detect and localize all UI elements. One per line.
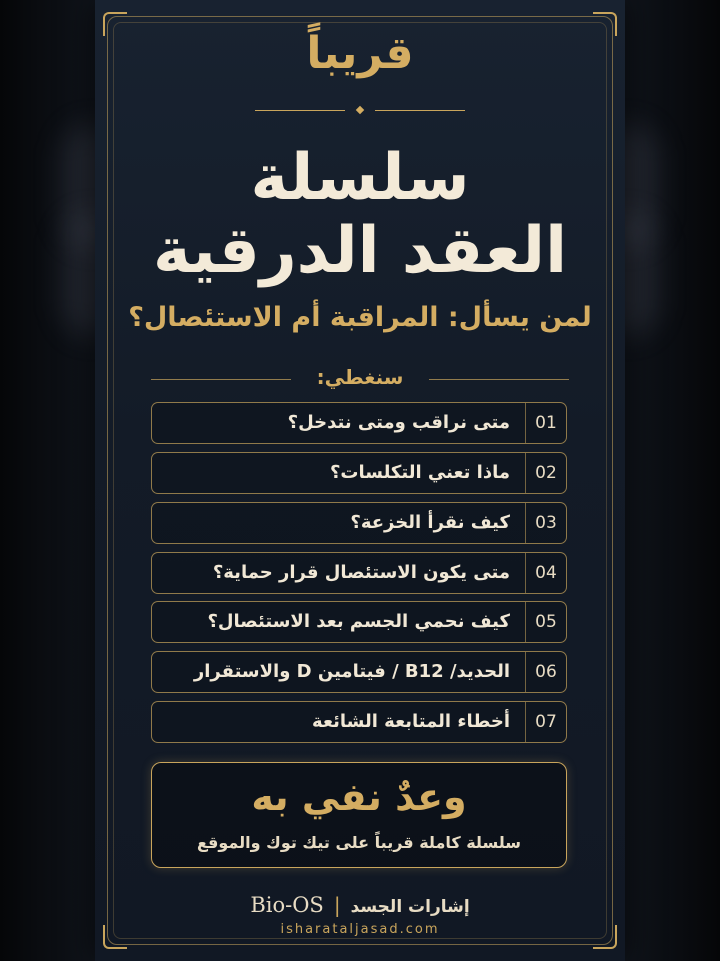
footer-brand (95, 893, 625, 917)
title-line-2: العقد الدرقية (152, 214, 568, 288)
topic-text: الحديد/ B12 / فيتامين D والاستقرار (193, 661, 510, 682)
topic-text: ماذا تعني التكلسات؟ (329, 462, 510, 483)
divider-line (255, 110, 345, 111)
topic-number: 05 (525, 602, 566, 642)
promise-box (151, 762, 567, 868)
topic-item (151, 452, 567, 494)
promise-subtitle: سلسلة كاملة قريباً على تيك توك والموقع (196, 833, 522, 852)
topic-item (151, 402, 567, 444)
topic-text: متى يكون الاستئصال قرار حماية؟ (212, 562, 510, 583)
topic-text: أخطاء المتابعة الشائعة (312, 711, 510, 732)
topic-text: متى نراقب ومتى نتدخل؟ (287, 412, 510, 433)
cover-label: سنغطي: (316, 365, 404, 389)
promise-title: وعدٌ نفي به (251, 775, 467, 819)
topic-number: 03 (525, 503, 566, 543)
divider-line (375, 110, 465, 111)
topic-item (151, 601, 567, 643)
soon-heading: قريباً (306, 28, 414, 79)
topic-item (151, 651, 567, 693)
subtitle: لمن يسأل: المراقبة أم الاستئصال؟ (128, 302, 592, 333)
topic-number: 04 (525, 553, 566, 593)
website-url: isharataljasad.com (280, 922, 440, 937)
brand-name-en: Bio-OS (250, 893, 324, 917)
topic-number: 01 (525, 403, 566, 443)
divider-line (429, 379, 569, 380)
topic-text: كيف نحمي الجسم بعد الاستئصال؟ (207, 611, 510, 632)
brand-separator: | (333, 893, 341, 917)
title-line-1: سلسلة (250, 141, 470, 215)
topic-text: كيف نقرأ الخزعة؟ (350, 512, 510, 533)
brand-name-ar: إشارات الجسد (350, 897, 470, 917)
topic-item (151, 552, 567, 594)
topic-number: 06 (525, 652, 566, 692)
topic-item (151, 701, 567, 743)
topic-number: 07 (525, 702, 566, 742)
topic-item (151, 502, 567, 544)
poster-card (95, 0, 625, 961)
topic-number: 02 (525, 453, 566, 493)
